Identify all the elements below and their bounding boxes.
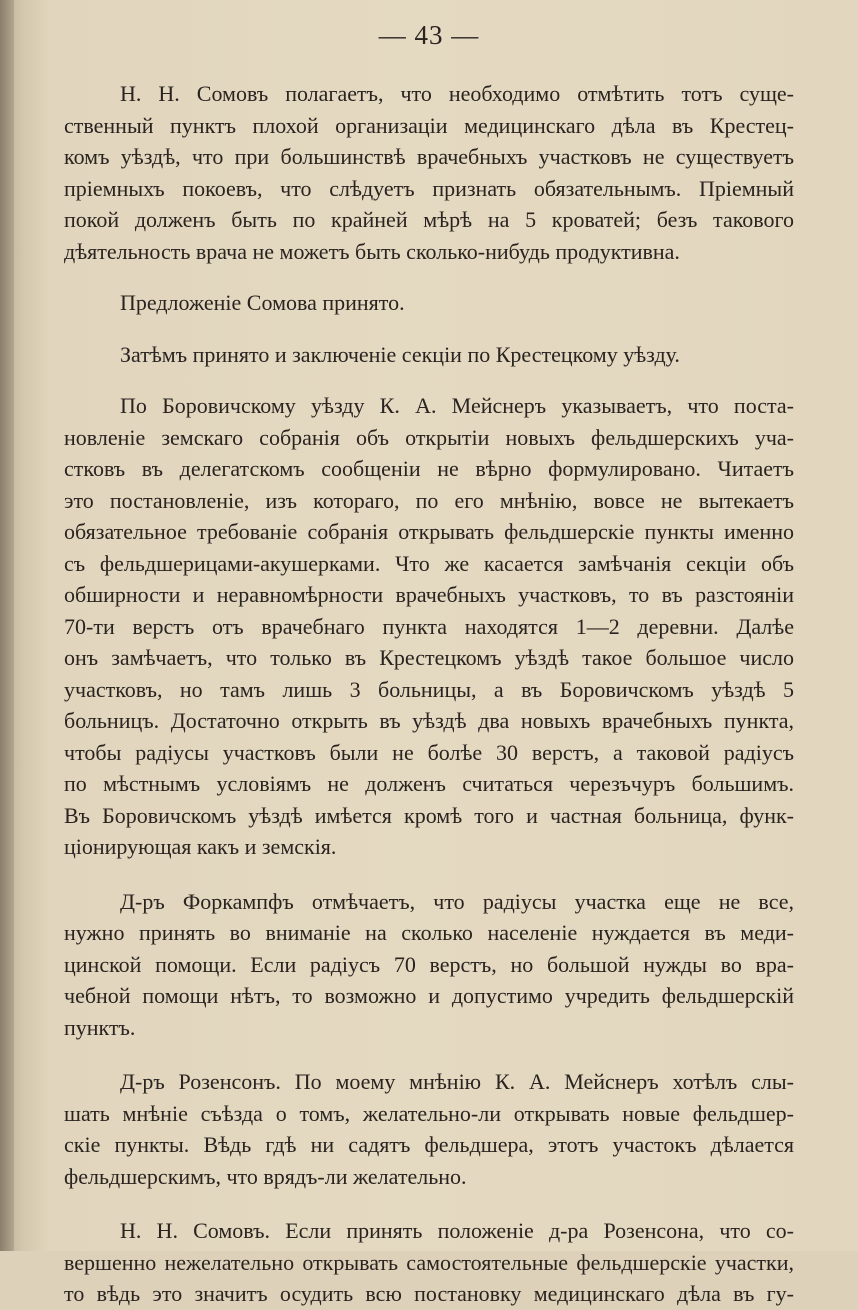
text-line: чтобы радіусы участковъ были не болѣе 30 верстъ, а таковой радіусъ <box>64 739 794 765</box>
text-line: ственный пунктъ плохой организаціи медицинскаго дѣла въ Крестец- <box>64 112 794 138</box>
text-line: чебной помощи нѣтъ, то возможно и допустимо учредить фельдшерскій <box>64 983 794 1008</box>
text-line: скіе пункты. Вѣдь гдѣ ни садятъ фельдшера, этотъ участокъ дѣлается <box>64 1132 794 1157</box>
text-line: стковъ въ делегатскомъ сообщеніи не вѣрно формулировано. Читаетъ <box>64 456 794 481</box>
paragraph-somov-1 <box>64 78 794 267</box>
text-line: Н. Н. Сомовъ полагаетъ, что необходимо отмѣтить тотъ суще- <box>120 81 794 106</box>
text-line: нужно принять во вниманіе на сколько населеніе нуждается въ меди- <box>64 920 794 945</box>
paragraph-proposal-accepted <box>64 287 794 319</box>
text-line: комъ уѣздѣ, что при большинствѣ врачебныхъ участковъ не существуетъ <box>64 144 794 169</box>
text-line: покой долженъ быть по крайней мѣрѣ на 5 кроватей; безъ такового <box>64 207 794 232</box>
text-line: участковъ, но тамъ лишь 3 больницы, а въ Боровичскомъ уѣздѣ 5 <box>64 676 794 702</box>
text-line: По Боровичскому уѣзду К. А. Мейснеръ указываетъ, что поста- <box>120 393 794 418</box>
text-line: по мѣстнымъ условіямъ не долженъ считаться черезъчуръ большимъ. <box>64 771 794 796</box>
book-spine-edge <box>0 0 14 1251</box>
text-line: шать мнѣніе съѣзда о томъ, желательно-ли открывать новые фельдшер- <box>64 1100 794 1126</box>
text-line: Въ Боровичскомъ уѣздѣ имѣется кромѣ того и частная больница, функ- <box>64 802 794 828</box>
text-line: обязательное требованіе собранія открывать фельдшерскіе пункты именно <box>64 519 794 544</box>
text-line: съ фельдшерицами-акушерками. Что же касается замѣчанія секціи объ <box>64 550 794 576</box>
text-line: пріемныхъ покоевъ, что слѣдуетъ признать обязательнымъ. Пріемный <box>64 175 794 201</box>
paragraph-rozenson <box>64 1066 794 1192</box>
paragraph-forkampf <box>64 886 794 1044</box>
paragraph-section-conclusion <box>64 339 794 371</box>
text-line: пунктъ. <box>64 1014 136 1040</box>
text-line: обширности и неравномѣрности врачебныхъ участковъ, то въ разстояніи <box>64 582 794 607</box>
text-line: Д-ръ Розенсонъ. По моему мнѣнію К. А. Мейснеръ хотѣлъ слы- <box>120 1069 794 1094</box>
text-line: это постановленіе, изъ котораго, по его мнѣнію, вовсе не вытекаетъ <box>64 487 794 513</box>
paragraph-somov-2 <box>64 1215 794 1310</box>
text-line: Предложеніе Сомова принято. <box>120 290 405 315</box>
text-line: онъ замѣчаетъ, что только въ Крестецкомъ уѣздѣ такое большое число <box>64 645 794 670</box>
text-line: фельдшерскимъ, что врядъ-ли желательно. <box>64 1163 467 1189</box>
text-line: ціонирующая какъ и земскія. <box>64 834 337 859</box>
text-line: то вѣдь это значитъ осудить всю постановку медицинскаго дѣла въ гу- <box>64 1281 794 1306</box>
text-line: больницъ. Достаточно открыть въ уѣздѣ два новыхъ врачебныхъ пункта, <box>64 708 794 733</box>
text-line: Н. Н. Сомовъ. Если принять положеніе д-ра Розенсона, что со- <box>120 1218 794 1243</box>
text-line: вершенно нежелательно открывать самостоятельные фельдшерскіе участки, <box>64 1249 794 1275</box>
text-line: Д-ръ Форкампфъ отмѣчаетъ, что радіусы участка еще не все, <box>120 888 794 914</box>
text-line: Затѣмъ принято и заключеніе секціи по Крестецкому уѣзду. <box>120 341 680 367</box>
text-line: новленіе земскаго собранія объ открытіи новыхъ фельдшерскихъ уча- <box>64 424 794 450</box>
page-number: — 43 — <box>378 20 480 50</box>
body-text <box>64 78 794 1310</box>
paragraph-meisner <box>64 390 794 863</box>
text-line: цинской помощи. Если радіусъ 70 верстъ, но большой нужды во вра- <box>64 951 794 977</box>
text-line: 70-ти верстъ отъ врачебнаго пункта находятся 1—2 деревни. Далѣе <box>64 613 794 639</box>
text-line: дѣятельность врача не можетъ быть сколько-нибудь продуктивна. <box>64 238 680 264</box>
